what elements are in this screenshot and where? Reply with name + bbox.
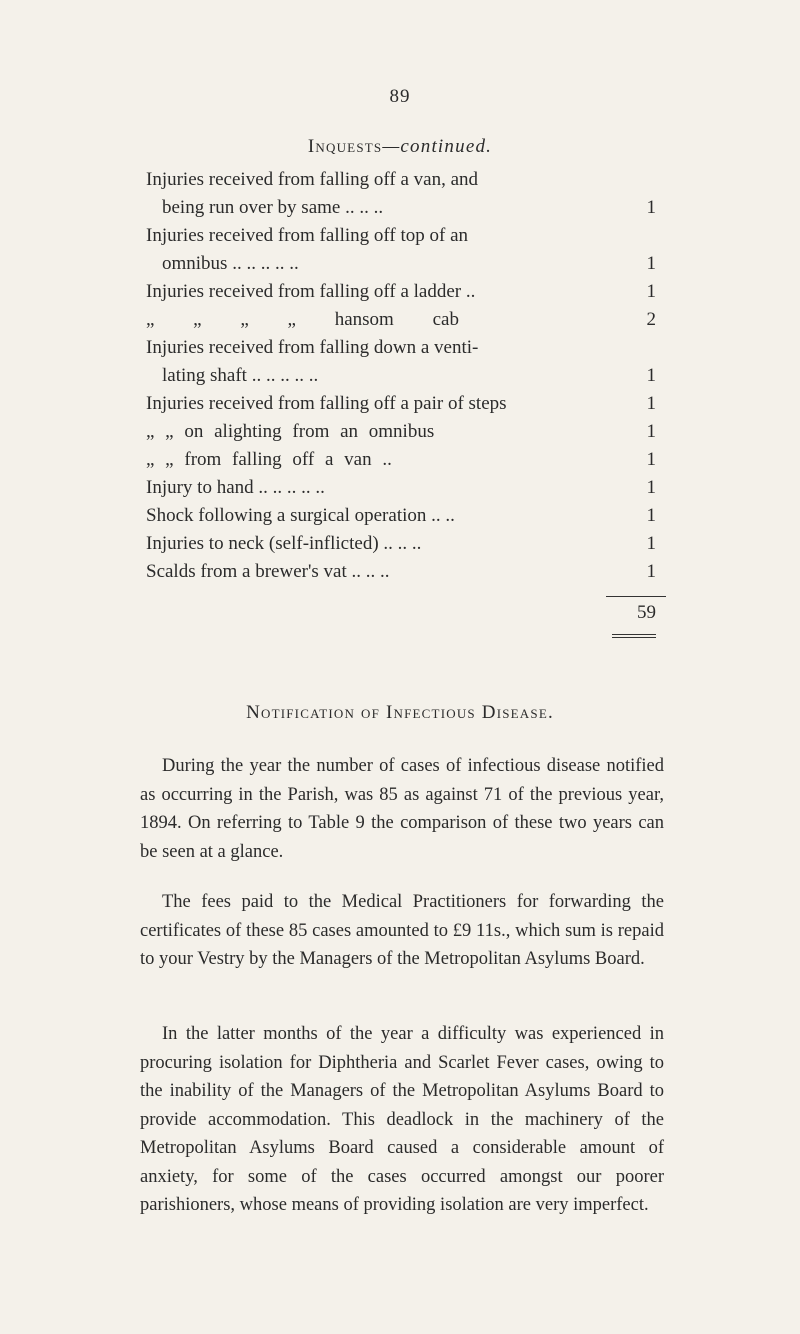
row-description: lating shaft .. .. .. .. .. bbox=[162, 365, 319, 386]
total-row bbox=[146, 592, 666, 630]
row-description: being run over by same .. .. .. bbox=[162, 197, 384, 218]
table-row bbox=[146, 390, 666, 418]
inquests-heading-title: Inquests bbox=[307, 136, 383, 157]
table-row bbox=[146, 474, 666, 502]
table-row bbox=[146, 222, 666, 250]
double-rule bbox=[612, 637, 656, 638]
table-row bbox=[146, 558, 666, 586]
row-count: 1 bbox=[646, 393, 656, 414]
row-description: Injuries received from falling off a ladder .. bbox=[146, 281, 476, 302]
table-row bbox=[146, 502, 666, 530]
table-row bbox=[146, 278, 666, 306]
total-count: 59 bbox=[637, 602, 656, 623]
table-row bbox=[146, 418, 666, 446]
row-count: 1 bbox=[646, 421, 656, 442]
row-description: Injuries received from falling off top of an bbox=[146, 225, 469, 246]
row-count: 1 bbox=[646, 533, 656, 554]
row-description: „ „ „ „ hansom cab bbox=[146, 309, 459, 330]
table-row bbox=[146, 250, 666, 278]
paragraph: During the year the number of cases of infectious disease notified as occurring in the Parish, was 85 as against 71 of the previous year, 1894. On referring to Table 9 the comparison of these two years can be seen at a glance. bbox=[140, 756, 664, 862]
table-row bbox=[146, 194, 666, 222]
double-rule bbox=[612, 634, 656, 635]
row-description: Injuries received from falling off a pair of steps bbox=[146, 393, 507, 414]
table-row bbox=[146, 446, 666, 474]
row-count: 1 bbox=[646, 561, 656, 582]
row-count: 1 bbox=[646, 365, 656, 386]
row-description: omnibus .. .. .. .. .. bbox=[162, 253, 299, 274]
paragraph: The fees paid to the Medical Practitioners for forwarding the certificates of these 85 cases amounted to £9 11s., which sum is repaid to your Vestry by the Managers of the Metropolitan Asylums Board. bbox=[140, 892, 664, 969]
total-rule bbox=[606, 596, 666, 597]
notification-heading: Notification of Infectious Disease. bbox=[246, 702, 554, 723]
row-count: 2 bbox=[646, 309, 656, 330]
inquests-heading bbox=[0, 136, 800, 158]
row-description: Injury to hand .. .. .. .. .. bbox=[146, 477, 325, 498]
row-description: Injuries received from falling down a venti- bbox=[146, 337, 479, 358]
table-row bbox=[146, 166, 666, 194]
row-count: 1 bbox=[646, 253, 656, 274]
inquests-table bbox=[146, 166, 666, 630]
row-count: 1 bbox=[646, 449, 656, 470]
row-count: 1 bbox=[646, 505, 656, 526]
table-row bbox=[146, 334, 666, 362]
table-row bbox=[146, 306, 666, 334]
table-row bbox=[146, 530, 666, 558]
table-row bbox=[146, 362, 666, 390]
row-description: Scalds from a brewer's vat .. .. .. bbox=[146, 561, 390, 582]
row-description: Injuries to neck (self-inflicted) .. .. .. bbox=[146, 533, 422, 554]
paragraph: In the latter months of the year a difficulty was experienced in procuring isolation for Diphtheria and Scarlet Fever cases, owing to the inability of the Managers of the Metropolitan Asylums Board to provide accommodation. This deadlock in the machinery of the Metropolitan Asylums Board caused a considerable amount of anxiety, for some of the cases occurred amongst our poorer parishioners, whose means of providing isolation are very imperfect. bbox=[140, 1024, 664, 1215]
row-description: „ „ on alighting from an omnibus bbox=[146, 421, 435, 442]
page-number: 89 bbox=[389, 86, 411, 107]
inquests-heading-suffix: —continued. bbox=[382, 136, 493, 157]
row-description: Injuries received from falling off a van, and bbox=[146, 169, 479, 190]
row-count: 1 bbox=[646, 197, 656, 218]
row-description: Shock following a surgical operation .. .. bbox=[146, 505, 455, 526]
row-description: „ „ from falling off a van .. bbox=[146, 449, 392, 470]
row-count: 1 bbox=[646, 477, 656, 498]
row-count: 1 bbox=[646, 281, 656, 302]
